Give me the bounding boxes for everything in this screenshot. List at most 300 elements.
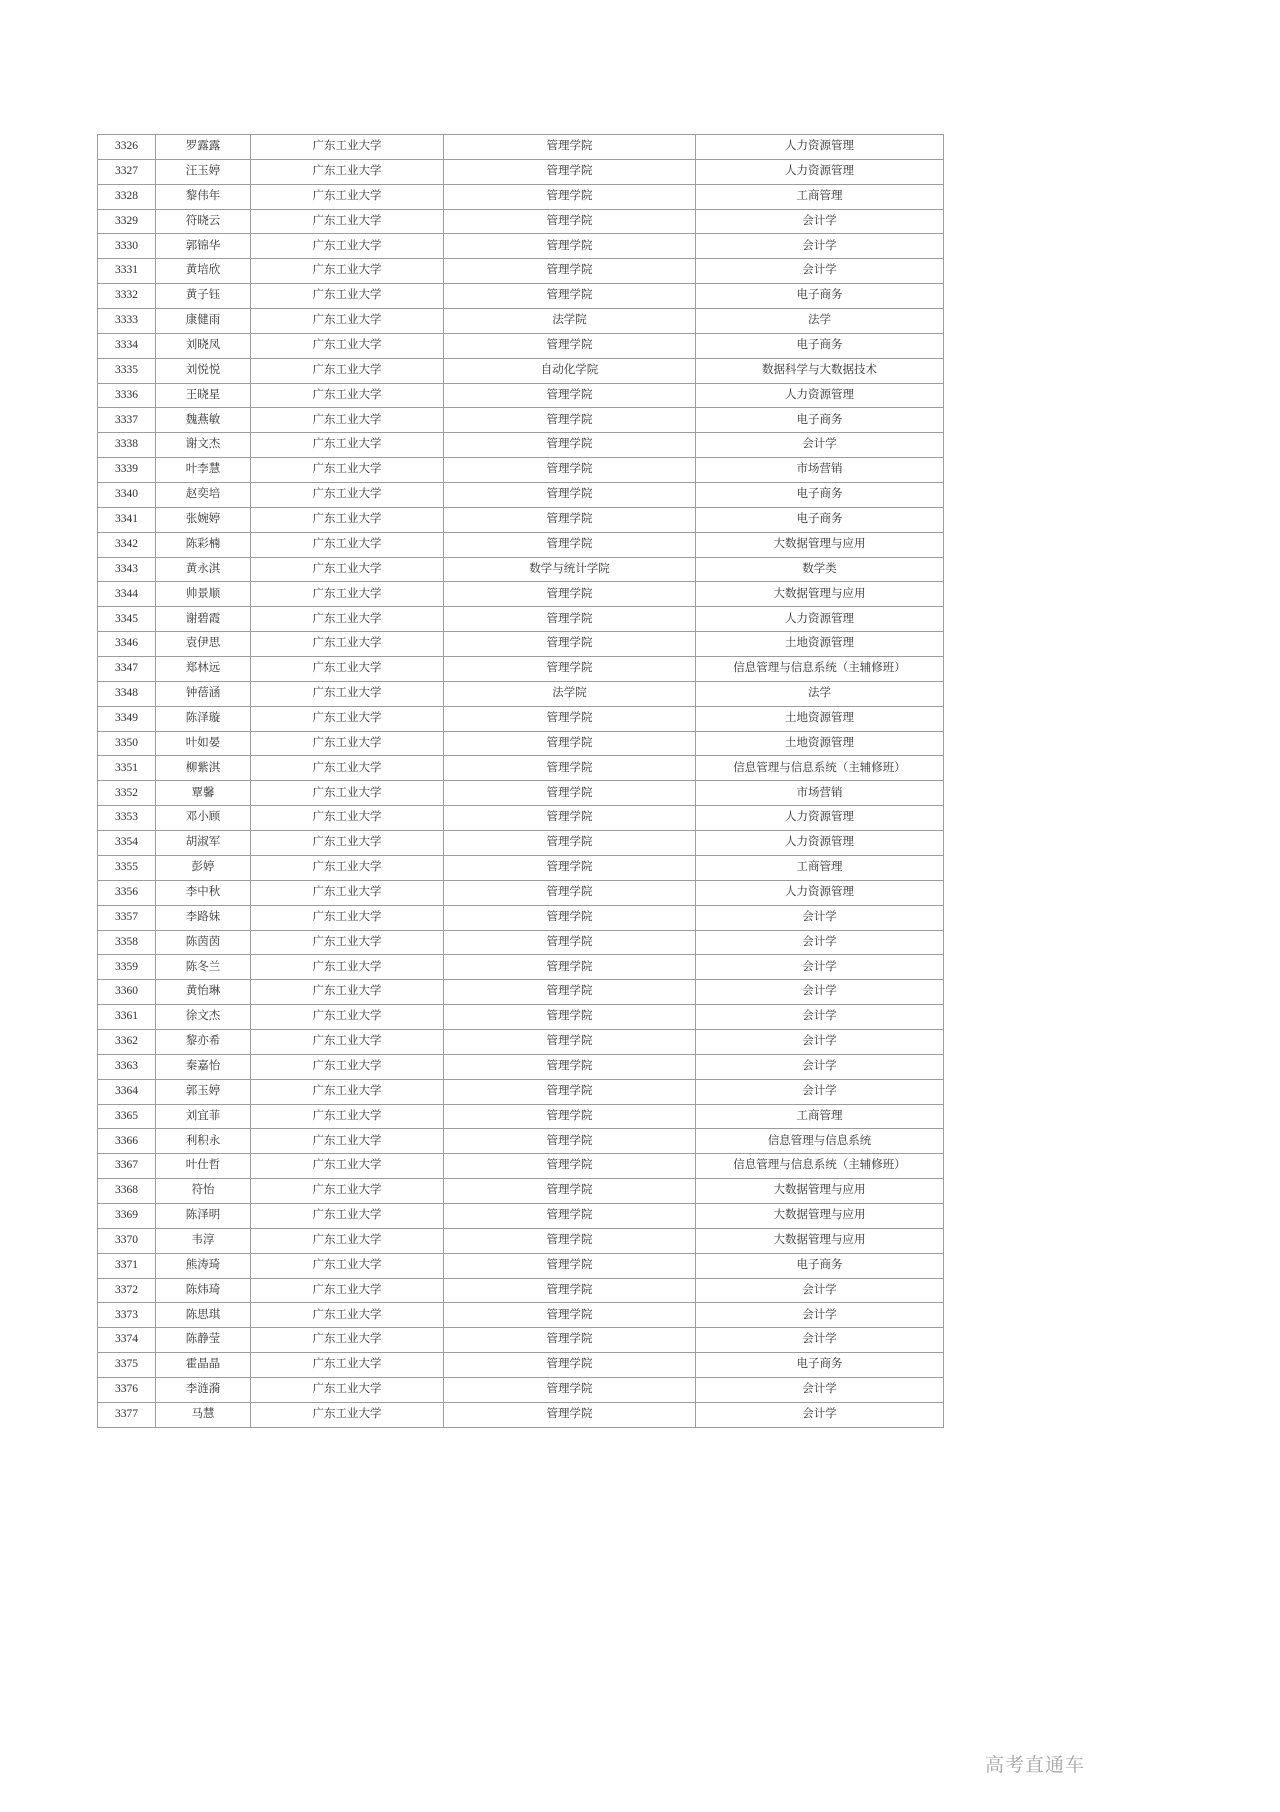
cell-university: 广东工业大学 xyxy=(251,582,444,607)
cell-college: 管理学院 xyxy=(444,284,696,309)
cell-university: 广东工业大学 xyxy=(251,383,444,408)
cell-major: 信息管理与信息系统（主辅修班） xyxy=(696,1154,944,1179)
cell-university: 广东工业大学 xyxy=(251,458,444,483)
table-row xyxy=(98,980,944,1005)
table-row xyxy=(98,1303,944,1328)
cell-number: 3361 xyxy=(98,1005,156,1030)
table-row xyxy=(98,930,944,955)
cell-number: 3345 xyxy=(98,607,156,632)
cell-major: 电子商务 xyxy=(696,507,944,532)
cell-major: 数学类 xyxy=(696,557,944,582)
cell-university: 广东工业大学 xyxy=(251,1079,444,1104)
cell-major: 工商管理 xyxy=(696,1104,944,1129)
cell-major: 会计学 xyxy=(696,1005,944,1030)
cell-major: 会计学 xyxy=(696,905,944,930)
cell-college: 管理学院 xyxy=(444,980,696,1005)
table-row xyxy=(98,234,944,259)
cell-name: 张婉婷 xyxy=(156,507,251,532)
cell-number: 3376 xyxy=(98,1377,156,1402)
cell-number: 3362 xyxy=(98,1029,156,1054)
cell-major: 会计学 xyxy=(696,1054,944,1079)
cell-university: 广东工业大学 xyxy=(251,880,444,905)
student-roster-table xyxy=(97,134,944,1428)
cell-number: 3360 xyxy=(98,980,156,1005)
cell-name: 陈茵茵 xyxy=(156,930,251,955)
cell-name: 陈泽明 xyxy=(156,1203,251,1228)
cell-college: 管理学院 xyxy=(444,1054,696,1079)
table-row xyxy=(98,657,944,682)
cell-college: 管理学院 xyxy=(444,880,696,905)
table-row xyxy=(98,1054,944,1079)
cell-college: 管理学院 xyxy=(444,333,696,358)
cell-name: 袁伊思 xyxy=(156,632,251,657)
cell-major: 数据科学与大数据技术 xyxy=(696,358,944,383)
cell-college: 管理学院 xyxy=(444,408,696,433)
cell-number: 3336 xyxy=(98,383,156,408)
cell-university: 广东工业大学 xyxy=(251,1154,444,1179)
cell-name: 黄子钰 xyxy=(156,284,251,309)
cell-college: 管理学院 xyxy=(444,905,696,930)
table-row xyxy=(98,458,944,483)
table-row xyxy=(98,855,944,880)
cell-college: 管理学院 xyxy=(444,1104,696,1129)
cell-number: 3337 xyxy=(98,408,156,433)
cell-college: 管理学院 xyxy=(444,1228,696,1253)
cell-major: 电子商务 xyxy=(696,284,944,309)
cell-number: 3351 xyxy=(98,756,156,781)
cell-college: 管理学院 xyxy=(444,532,696,557)
cell-name: 陈泽璇 xyxy=(156,706,251,731)
cell-name: 赵奕培 xyxy=(156,483,251,508)
cell-major: 会计学 xyxy=(696,955,944,980)
cell-university: 广东工业大学 xyxy=(251,831,444,856)
cell-college: 数学与统计学院 xyxy=(444,557,696,582)
cell-number: 3359 xyxy=(98,955,156,980)
table-row xyxy=(98,159,944,184)
cell-name: 李中秋 xyxy=(156,880,251,905)
roster-table-body xyxy=(98,135,944,1428)
cell-number: 3327 xyxy=(98,159,156,184)
table-row xyxy=(98,1278,944,1303)
table-row xyxy=(98,1104,944,1129)
cell-university: 广东工业大学 xyxy=(251,309,444,334)
cell-college: 管理学院 xyxy=(444,955,696,980)
cell-university: 广东工业大学 xyxy=(251,1054,444,1079)
cell-number: 3348 xyxy=(98,681,156,706)
cell-number: 3377 xyxy=(98,1402,156,1427)
cell-number: 3342 xyxy=(98,532,156,557)
cell-major: 大数据管理与应用 xyxy=(696,1228,944,1253)
cell-number: 3343 xyxy=(98,557,156,582)
cell-major: 工商管理 xyxy=(696,855,944,880)
cell-college: 管理学院 xyxy=(444,706,696,731)
cell-college: 管理学院 xyxy=(444,1353,696,1378)
table-row xyxy=(98,831,944,856)
cell-major: 会计学 xyxy=(696,1278,944,1303)
cell-college: 管理学院 xyxy=(444,159,696,184)
cell-major: 会计学 xyxy=(696,1079,944,1104)
table-row xyxy=(98,532,944,557)
table-row xyxy=(98,1402,944,1427)
cell-major: 土地资源管理 xyxy=(696,706,944,731)
cell-university: 广东工业大学 xyxy=(251,1278,444,1303)
table-row xyxy=(98,1203,944,1228)
cell-major: 会计学 xyxy=(696,1328,944,1353)
cell-university: 广东工业大学 xyxy=(251,1328,444,1353)
cell-number: 3358 xyxy=(98,930,156,955)
cell-name: 魏燕敏 xyxy=(156,408,251,433)
cell-number: 3328 xyxy=(98,184,156,209)
table-row xyxy=(98,209,944,234)
table-row xyxy=(98,408,944,433)
table-row xyxy=(98,880,944,905)
cell-name: 李涟漪 xyxy=(156,1377,251,1402)
table-row xyxy=(98,507,944,532)
cell-major: 大数据管理与应用 xyxy=(696,582,944,607)
cell-number: 3344 xyxy=(98,582,156,607)
cell-name: 郭玉婷 xyxy=(156,1079,251,1104)
cell-major: 信息管理与信息系统（主辅修班） xyxy=(696,756,944,781)
table-row xyxy=(98,1179,944,1204)
table-row xyxy=(98,1328,944,1353)
cell-major: 电子商务 xyxy=(696,483,944,508)
cell-university: 广东工业大学 xyxy=(251,259,444,284)
table-row xyxy=(98,1253,944,1278)
cell-name: 叶如晏 xyxy=(156,731,251,756)
cell-name: 罗露露 xyxy=(156,135,251,160)
cell-name: 马慧 xyxy=(156,1402,251,1427)
cell-college: 管理学院 xyxy=(444,607,696,632)
table-row xyxy=(98,781,944,806)
cell-number: 3370 xyxy=(98,1228,156,1253)
table-row xyxy=(98,955,944,980)
cell-number: 3333 xyxy=(98,309,156,334)
cell-name: 黎亦希 xyxy=(156,1029,251,1054)
cell-major: 人力资源管理 xyxy=(696,383,944,408)
cell-name: 郭锦华 xyxy=(156,234,251,259)
cell-university: 广东工业大学 xyxy=(251,980,444,1005)
table-row xyxy=(98,1154,944,1179)
cell-number: 3363 xyxy=(98,1054,156,1079)
cell-college: 管理学院 xyxy=(444,1179,696,1204)
table-row xyxy=(98,756,944,781)
cell-college: 管理学院 xyxy=(444,1129,696,1154)
cell-college: 管理学院 xyxy=(444,1154,696,1179)
cell-number: 3365 xyxy=(98,1104,156,1129)
cell-college: 自动化学院 xyxy=(444,358,696,383)
cell-college: 管理学院 xyxy=(444,433,696,458)
cell-name: 康健雨 xyxy=(156,309,251,334)
cell-university: 广东工业大学 xyxy=(251,930,444,955)
cell-college: 管理学院 xyxy=(444,1203,696,1228)
cell-university: 广东工业大学 xyxy=(251,483,444,508)
cell-name: 胡淑军 xyxy=(156,831,251,856)
cell-major: 会计学 xyxy=(696,433,944,458)
cell-university: 广东工业大学 xyxy=(251,358,444,383)
cell-major: 会计学 xyxy=(696,1303,944,1328)
cell-major: 人力资源管理 xyxy=(696,135,944,160)
cell-name: 帅景顺 xyxy=(156,582,251,607)
table-row xyxy=(98,806,944,831)
cell-university: 广东工业大学 xyxy=(251,657,444,682)
cell-number: 3335 xyxy=(98,358,156,383)
cell-name: 黄怡琳 xyxy=(156,980,251,1005)
cell-major: 市场营销 xyxy=(696,781,944,806)
table-row xyxy=(98,632,944,657)
cell-university: 广东工业大学 xyxy=(251,1377,444,1402)
table-row xyxy=(98,582,944,607)
cell-name: 谢文杰 xyxy=(156,433,251,458)
cell-university: 广东工业大学 xyxy=(251,1228,444,1253)
cell-major: 大数据管理与应用 xyxy=(696,1203,944,1228)
cell-university: 广东工业大学 xyxy=(251,209,444,234)
cell-major: 人力资源管理 xyxy=(696,607,944,632)
cell-number: 3350 xyxy=(98,731,156,756)
cell-college: 管理学院 xyxy=(444,657,696,682)
table-row xyxy=(98,1005,944,1030)
cell-name: 刘晓凤 xyxy=(156,333,251,358)
cell-university: 广东工业大学 xyxy=(251,1179,444,1204)
cell-major: 人力资源管理 xyxy=(696,831,944,856)
cell-major: 大数据管理与应用 xyxy=(696,532,944,557)
cell-college: 管理学院 xyxy=(444,582,696,607)
cell-college: 管理学院 xyxy=(444,1402,696,1427)
table-row xyxy=(98,284,944,309)
cell-university: 广东工业大学 xyxy=(251,1303,444,1328)
cell-name: 覃馨 xyxy=(156,781,251,806)
cell-major: 会计学 xyxy=(696,930,944,955)
cell-major: 电子商务 xyxy=(696,408,944,433)
cell-number: 3364 xyxy=(98,1079,156,1104)
cell-name: 柳紫淇 xyxy=(156,756,251,781)
cell-university: 广东工业大学 xyxy=(251,955,444,980)
cell-name: 黄培欣 xyxy=(156,259,251,284)
cell-university: 广东工业大学 xyxy=(251,632,444,657)
cell-number: 3375 xyxy=(98,1353,156,1378)
cell-university: 广东工业大学 xyxy=(251,806,444,831)
cell-university: 广东工业大学 xyxy=(251,184,444,209)
cell-name: 刘宜菲 xyxy=(156,1104,251,1129)
cell-number: 3373 xyxy=(98,1303,156,1328)
cell-major: 会计学 xyxy=(696,980,944,1005)
cell-name: 王晓星 xyxy=(156,383,251,408)
cell-university: 广东工业大学 xyxy=(251,284,444,309)
table-row xyxy=(98,333,944,358)
cell-name: 霍晶晶 xyxy=(156,1353,251,1378)
cell-number: 3368 xyxy=(98,1179,156,1204)
table-row xyxy=(98,731,944,756)
cell-college: 管理学院 xyxy=(444,781,696,806)
cell-name: 陈静莹 xyxy=(156,1328,251,1353)
cell-number: 3331 xyxy=(98,259,156,284)
table-row xyxy=(98,184,944,209)
cell-major: 信息管理与信息系统 xyxy=(696,1129,944,1154)
table-row xyxy=(98,557,944,582)
cell-college: 管理学院 xyxy=(444,1005,696,1030)
cell-college: 管理学院 xyxy=(444,756,696,781)
cell-major: 信息管理与信息系统（主辅修班） xyxy=(696,657,944,682)
cell-college: 管理学院 xyxy=(444,1029,696,1054)
cell-name: 钟蓓涵 xyxy=(156,681,251,706)
table-row xyxy=(98,383,944,408)
watermark-text: 高考直通车 xyxy=(985,1755,1086,1776)
cell-university: 广东工业大学 xyxy=(251,1253,444,1278)
cell-college: 管理学院 xyxy=(444,135,696,160)
table-row xyxy=(98,358,944,383)
cell-major: 电子商务 xyxy=(696,1353,944,1378)
cell-name: 陈思琪 xyxy=(156,1303,251,1328)
cell-university: 广东工业大学 xyxy=(251,333,444,358)
cell-name: 符怡 xyxy=(156,1179,251,1204)
cell-number: 3356 xyxy=(98,880,156,905)
cell-college: 管理学院 xyxy=(444,259,696,284)
cell-university: 广东工业大学 xyxy=(251,1104,444,1129)
cell-major: 土地资源管理 xyxy=(696,731,944,756)
cell-number: 3338 xyxy=(98,433,156,458)
cell-number: 3371 xyxy=(98,1253,156,1278)
cell-name: 韦淳 xyxy=(156,1228,251,1253)
cell-university: 广东工业大学 xyxy=(251,135,444,160)
cell-college: 管理学院 xyxy=(444,1278,696,1303)
cell-college: 管理学院 xyxy=(444,632,696,657)
table-row xyxy=(98,309,944,334)
cell-major: 会计学 xyxy=(696,1029,944,1054)
cell-number: 3349 xyxy=(98,706,156,731)
cell-college: 管理学院 xyxy=(444,806,696,831)
cell-college: 管理学院 xyxy=(444,234,696,259)
cell-university: 广东工业大学 xyxy=(251,557,444,582)
table-row xyxy=(98,1353,944,1378)
cell-name: 李路妹 xyxy=(156,905,251,930)
cell-college: 管理学院 xyxy=(444,507,696,532)
cell-college: 管理学院 xyxy=(444,855,696,880)
table-row xyxy=(98,259,944,284)
cell-university: 广东工业大学 xyxy=(251,433,444,458)
table-row xyxy=(98,1029,944,1054)
cell-number: 3326 xyxy=(98,135,156,160)
cell-university: 广东工业大学 xyxy=(251,731,444,756)
cell-number: 3354 xyxy=(98,831,156,856)
cell-college: 管理学院 xyxy=(444,1303,696,1328)
cell-university: 广东工业大学 xyxy=(251,756,444,781)
cell-major: 人力资源管理 xyxy=(696,806,944,831)
cell-university: 广东工业大学 xyxy=(251,1005,444,1030)
cell-major: 会计学 xyxy=(696,259,944,284)
cell-university: 广东工业大学 xyxy=(251,532,444,557)
cell-college: 管理学院 xyxy=(444,1328,696,1353)
cell-name: 符晓云 xyxy=(156,209,251,234)
cell-name: 刘悦悦 xyxy=(156,358,251,383)
cell-number: 3355 xyxy=(98,855,156,880)
cell-university: 广东工业大学 xyxy=(251,1353,444,1378)
cell-university: 广东工业大学 xyxy=(251,855,444,880)
cell-university: 广东工业大学 xyxy=(251,507,444,532)
cell-number: 3332 xyxy=(98,284,156,309)
cell-number: 3372 xyxy=(98,1278,156,1303)
cell-name: 叶李慧 xyxy=(156,458,251,483)
cell-major: 会计学 xyxy=(696,1402,944,1427)
table-row xyxy=(98,1079,944,1104)
cell-number: 3352 xyxy=(98,781,156,806)
cell-university: 广东工业大学 xyxy=(251,234,444,259)
cell-name: 徐文杰 xyxy=(156,1005,251,1030)
cell-name: 黄永淇 xyxy=(156,557,251,582)
table-row xyxy=(98,607,944,632)
cell-number: 3369 xyxy=(98,1203,156,1228)
cell-university: 广东工业大学 xyxy=(251,607,444,632)
cell-college: 管理学院 xyxy=(444,483,696,508)
cell-university: 广东工业大学 xyxy=(251,159,444,184)
cell-name: 陈炜琦 xyxy=(156,1278,251,1303)
cell-number: 3367 xyxy=(98,1154,156,1179)
cell-major: 土地资源管理 xyxy=(696,632,944,657)
cell-college: 管理学院 xyxy=(444,1253,696,1278)
cell-name: 熊涛琦 xyxy=(156,1253,251,1278)
cell-university: 广东工业大学 xyxy=(251,1203,444,1228)
cell-name: 汪玉婷 xyxy=(156,159,251,184)
table-row xyxy=(98,433,944,458)
cell-college: 管理学院 xyxy=(444,458,696,483)
table-row xyxy=(98,706,944,731)
cell-university: 广东工业大学 xyxy=(251,681,444,706)
cell-number: 3329 xyxy=(98,209,156,234)
cell-college: 管理学院 xyxy=(444,1079,696,1104)
cell-number: 3357 xyxy=(98,905,156,930)
cell-name: 谢碧霞 xyxy=(156,607,251,632)
cell-university: 广东工业大学 xyxy=(251,1129,444,1154)
table-row xyxy=(98,905,944,930)
cell-name: 邓小顾 xyxy=(156,806,251,831)
cell-major: 大数据管理与应用 xyxy=(696,1179,944,1204)
cell-name: 叶仕哲 xyxy=(156,1154,251,1179)
cell-college: 管理学院 xyxy=(444,184,696,209)
cell-college: 管理学院 xyxy=(444,383,696,408)
cell-university: 广东工业大学 xyxy=(251,1029,444,1054)
cell-number: 3339 xyxy=(98,458,156,483)
cell-university: 广东工业大学 xyxy=(251,781,444,806)
table-row xyxy=(98,681,944,706)
cell-major: 法学 xyxy=(696,681,944,706)
cell-major: 电子商务 xyxy=(696,333,944,358)
cell-college: 管理学院 xyxy=(444,831,696,856)
cell-number: 3341 xyxy=(98,507,156,532)
cell-name: 利积永 xyxy=(156,1129,251,1154)
cell-number: 3374 xyxy=(98,1328,156,1353)
cell-name: 黎伟年 xyxy=(156,184,251,209)
cell-name: 彭婷 xyxy=(156,855,251,880)
cell-major: 法学 xyxy=(696,309,944,334)
cell-number: 3366 xyxy=(98,1129,156,1154)
cell-number: 3330 xyxy=(98,234,156,259)
table-row xyxy=(98,1228,944,1253)
cell-name: 秦嘉怡 xyxy=(156,1054,251,1079)
cell-number: 3353 xyxy=(98,806,156,831)
cell-major: 电子商务 xyxy=(696,1253,944,1278)
cell-university: 广东工业大学 xyxy=(251,1402,444,1427)
cell-major: 人力资源管理 xyxy=(696,880,944,905)
cell-university: 广东工业大学 xyxy=(251,905,444,930)
cell-college: 管理学院 xyxy=(444,930,696,955)
cell-major: 人力资源管理 xyxy=(696,159,944,184)
cell-number: 3347 xyxy=(98,657,156,682)
cell-name: 郑林远 xyxy=(156,657,251,682)
cell-name: 陈冬兰 xyxy=(156,955,251,980)
cell-number: 3334 xyxy=(98,333,156,358)
cell-number: 3340 xyxy=(98,483,156,508)
table-row xyxy=(98,135,944,160)
cell-number: 3346 xyxy=(98,632,156,657)
cell-major: 会计学 xyxy=(696,209,944,234)
